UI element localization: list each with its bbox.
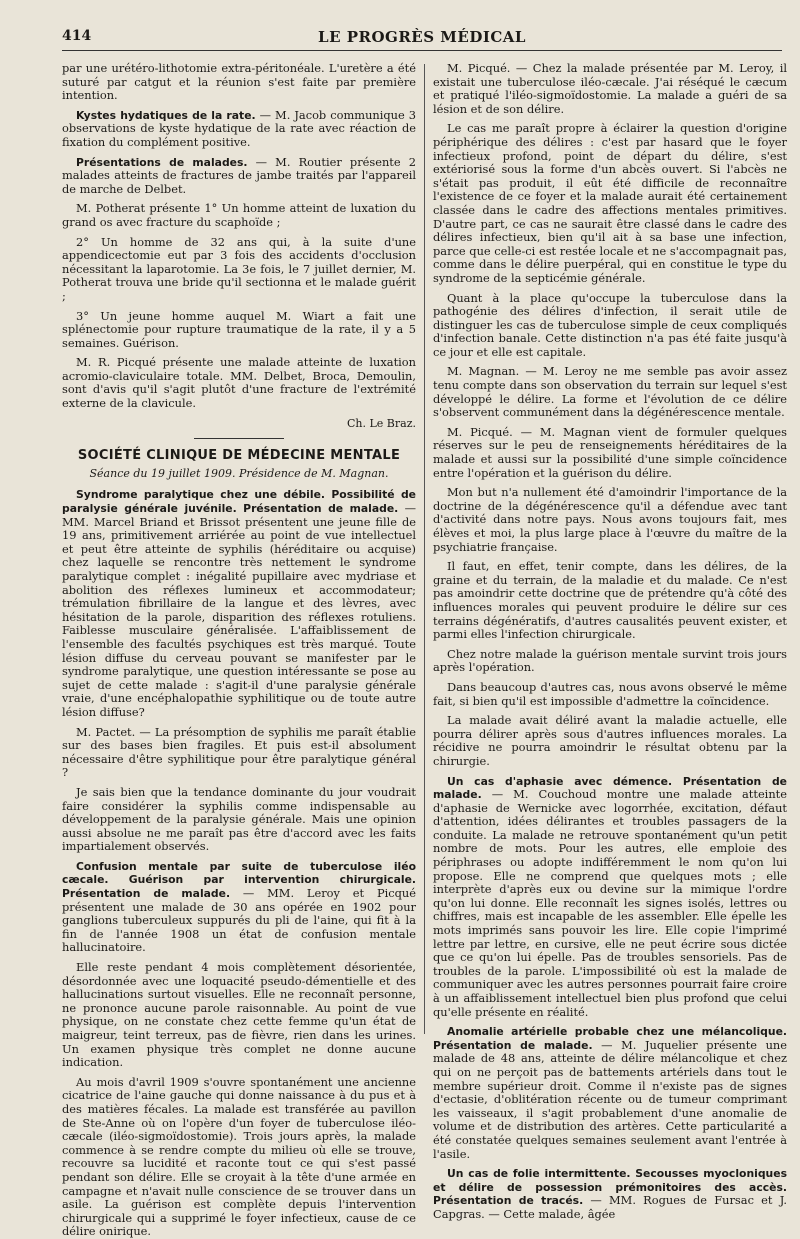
journal-title: LE PROGRÈS MÉDICAL [318, 28, 526, 46]
paragraph: 2° Un homme de 32 ans qui, à la suite d'une appendicectomie eut par 3 fois des accidents d'occlusion nécessitant la laparotomie. La 3e fois, le 7 juillet dernier, M. Potherat trouva une bride qu'il sectionna et le malade guérit ; [62, 234, 416, 303]
paragraph: La malade avait déliré avant la maladie actuelle, elle pourra délirer après sous d'autres influences morales. La récidive ne pourra amoindrir le résultat obtenu par la chirurgie. [433, 713, 787, 768]
paragraph [62, 860, 416, 955]
paragraph: 3° Un jeune homme auquel M. Wiart a fait une splénectomie pour rupture traumatique de la rate, il y a 5 semaines. Guérison. [62, 308, 416, 350]
paragraph [433, 775, 787, 1020]
page-number: 414 [62, 28, 92, 44]
paragraph [62, 156, 416, 197]
left-column [62, 61, 417, 1239]
paragraph [433, 1167, 787, 1221]
right-column [433, 61, 788, 1221]
signature: Ch. Le Braz. [347, 416, 416, 430]
paragraph: Il faut, en effet, tenir compte, dans les délires, de la graine et du terrain, de la maladie et du malade. Ce n'est pas amoindrir cette doctrine que de prétendre qu'à côté des influences morales qui peuvent produire le délire sur ces terrains dégénératifs, d'autres causalités peuvent exister, et parmi elles l'infection chirurgicale. [433, 559, 787, 642]
paragraph-heading: Anomalie artérielle probable chez une mélancolique. Présentation de malade. [433, 1025, 787, 1052]
paragraph-body: — M. Routier présente 2 malades atteints de fractures de jambe traités par l'appareil de marche de Delbet. [62, 154, 416, 196]
paragraph: par une urétéro-lithotomie extra-péritonéale. L'uretère a été suturé par catgut et la réunion s'est faite par première intention. [62, 61, 416, 103]
paragraph [62, 488, 416, 719]
paragraph: M. Potherat présente 1° Un homme atteint de luxation du grand os avec fracture du scaphoïde ; [62, 201, 416, 229]
paragraph-heading: Présentations de malades. [76, 155, 248, 169]
paragraph-body: — M. Couchoud montre une malade atteinte d'aphasie de Wernicke avec logorrhée, excitation, défaut d'attention, idées délirantes et troubles passagers de la conduite. La malade ne retrouve spontanément qu'un petit nombre de mots. Pour les autres, elle emploie des périphrases ou adopte indifféremment le nom qu'on lui propose. Elle ne comprend que quelques mots ; elle interprète d'après eux ou devine sur la mimique l'ordre qu'on lui donne. Elle reconnaît les signes isolés, lettres ou chiffres, mais est incapable de les assembler. Elle épelle les mots imprimés sans pouvoir les lire. Elle copie l'imprimé lettre par lettre, en cursive, elle ne peut écrire sous dictée que ce qu'on lui épelle. Pas de troubles sensoriels. Pas de troubles de la parole. L'impossibilité où est la malade de communiquer avec les autres personnes pourrait faire croire à un affaiblissement intellectuel bien plus profond que celui qu'elle présente en réalité. [433, 787, 787, 1019]
paragraph-heading: Confusion mentale par suite de tuberculose iléo cæcale. Guérison par intervention chirurgicale. Présentation de malade. [62, 859, 416, 901]
paragraph: Dans beaucoup d'autres cas, nous avons observé le même fait, si bien qu'il est impossible d'admettre la coïncidence. [433, 679, 787, 708]
paragraph: M. Picqué. — Chez la malade présentée par M. Leroy, il existait une tuberculose iléo-cæcale. J'ai réséqué le cæcum et pratiqué l'iléo-sigmoïdostomie. La malade a guéri de sa lésion et de son délire. [433, 61, 787, 116]
paragraph: Le cas me paraît propre à éclairer la question d'origine périphérique des délires : c'est par hasard que le foyer infectieux profond, point de départ du délire, s'est extériorisé sous la forme d'un abcès ouvert. Si l'abcès ne s'était pas produit, il eût été difficile de reconnaître l'existence de ce foyer et la malade aurait été certainement classée dans le cadre des affections mentales primitives. D'autre part, ce cas ne saurait être classé dans le cadre des délires infectieux, bien qu'il ait à sa base une infection, parce que celle-ci est restée locale et ne s'accompagnait pas, comme dans le délire puerpéral, qui en constitue le type du syndrome de la septicémie générale. [433, 121, 787, 285]
paragraph-heading: Kystes hydatiques de la rate. [76, 108, 256, 122]
paragraph: Quant à la place qu'occupe la tuberculose dans la pathogénie des délires d'infection, il serait utile de distinguer les cas de tuberculose simple de ceux compliqués d'infection banale. Cette distinction n'a pas été faite jusqu'à ce jour et elle est capitale. [433, 290, 787, 359]
paragraph-body: — MM. Marcel Briand et Brissot présentent une jeune fille de 19 ans, primitivement arriérée au point de vue intellectuel et peut être atteinte de syphilis (héréditaire ou acquise) chez laquelle se rencontre très nettement le syndrome paralytique complet : inégalité pupillaire avec mydriase et abolition des réflexes lumineux et accommodateur; trémulation fibrillaire de la langue et des lèvres, avec hésitation de la parole, disparition des réflexes rotuliens. Faiblesse musculaire généralisée. L'affaiblissement de l'ensemble des facultés psychiques est très marqué. Toute lésion diffuse du cerveau pouvant se manifester par le syndrome paralytique, une question intéressante se pose au sujet de cette malade : s'agit-il d'une paralysie générale vraie, d'une encéphalopathie syphilitique ou de toute autre lésion diffuse? [62, 501, 417, 719]
paragraph: M. Pactet. — La présomption de syphilis me paraît établie sur des bases bien fragiles. Et puis est-il absolument nécessaire d'être syphilitique pour être paralytique général ? [62, 724, 416, 780]
paragraph-heading: Un cas d'aphasie avec démence. Présentation de malade. [433, 774, 787, 802]
column-divider [424, 64, 425, 1034]
divider [194, 438, 284, 439]
paragraph-body: — M. Juquelier présente une malade de 48 ans, atteinte de délire mélancolique et chez qui on ne perçoit pas de battements artériels dans tout le membre supérieur droit. Comme il n'existe pas de signes d'ectasie, d'oblitération récente ou de tumeur comprimant les vaisseaux, il s'agit probablement d'une anomalie de volume et de distribution des artères. Cette particularité a été constatée quelques semaines seulement avant l'entrée à l'asile. [433, 1037, 788, 1161]
section-title: SOCIÉTÉ CLINIQUE DE MÉDECINE MENTALE [77, 448, 401, 464]
paragraph-body: — MM. Leroy et Picqué présentent une malade de 30 ans opérée en 1902 pour ganglions tuberculeux suppurés du pli de l'aine, qui fit à la fin de l'année 1908 un état de confusion mentale hallucinatoire. [62, 886, 416, 955]
paragraph-heading: Syndrome paralytique chez une débile. Possibilité de paralysie générale juvénile. Présentation de malade. [62, 488, 416, 516]
page-header [62, 26, 782, 51]
paragraph: M. R. Picqué présente une malade atteinte de luxation acromio-claviculaire totale. MM. Delbet, Broca, Demoulin, sont d'avis qu'il s'agit plutôt d'une fracture de l'extrémité externe de la clavicule. [62, 355, 416, 411]
paragraph-heading: Un cas de folie intermittente. Secousses myocloniques et délire de possession prémonitoires des accès. Présentation de tracés. [433, 1167, 787, 1208]
paragraph: Mon but n'a nullement été d'amoindrir l'importance de la doctrine de la dégénérescence qu'il a défendue avec tant d'activité dans notre pays. Nous avons toujours fait, mes élèves et moi, la plus large place à l'œuvre du maître de la psychiatrie française. [433, 485, 787, 554]
paragraph: Elle reste pendant 4 mois complètement désorientée, désordonnée avec une loquacité pseudo-démentielle et des hallucinations surtout visuelles. Elle ne reconnaît personne, ne prononce aucune parole raisonnable. Au point de vue physique, on ne constate chez cette femme qu'un état de maigreur, teint terreux, pas de fièvre, rien dans les urines. Un examen physique très complet ne donne aucune indication. [62, 960, 416, 1070]
text-columns [62, 61, 788, 1239]
paragraph: M. Picqué. — M. Magnan vient de formuler quelques réserves sur le peu de renseignements héréditaires de la malade et aussi sur la possibilité d'une simple coïncidence entre l'opération et la guérison du délire. [433, 424, 787, 480]
paragraph-body: — M. Jacob communique 3 observations de kyste hydatique de la rate avec réaction de fixation du complément positive. [62, 107, 417, 149]
paragraph: Au mois d'avril 1909 s'ouvre spontanément une ancienne cicatrice de l'aine gauche qui donne naissance à du pus et à des matières fécales. La malade est transférée au pavillon de Ste-Anne où on l'opère d'un foyer de tuberculose iléo-cæcale (iléo-sigmoïdostomie). Trois jours après, la malade commence à se rendre compte du milieu où elle se trouve, recouvre sa lucidité et raconte tout ce qui s'est passé pendant son délire. Elle se croyait à la tête d'une armée en campagne et n'avait nulle conscience de se trouver dans un asile. La guérison est complète depuis l'intervention chirurgicale qui a supprimé le foyer infectieux, cause de ce délire onirique. [62, 1074, 416, 1239]
paragraph-body: — MM. Rogues de Fursac et J. Capgras. — Cette malade, âgée [433, 1193, 787, 1221]
paragraph [62, 109, 416, 150]
paragraph: Je sais bien que la tendance dominante du jour voudrait faire considérer la syphilis comme indispensable au développement de la paralysie générale. Mais une opinion aussi absolue ne me paraît pas être d'accord avec les faits impartialement observés. [62, 784, 416, 854]
session-line: Séance du 19 juillet 1909. Présidence de M. Magnan. [89, 466, 389, 480]
paragraph: M. Magnan. — M. Leroy ne me semble pas avoir assez tenu compte dans son observation du terrain sur lequel s'est développé le délire. La forme et l'évolution de ce délire s'observent communément dans la dégénérescence mentale. [433, 364, 787, 420]
paragraph: Chez notre malade la guérison mentale survint trois jours après l'opération. [433, 646, 787, 675]
paragraph [433, 1025, 787, 1161]
